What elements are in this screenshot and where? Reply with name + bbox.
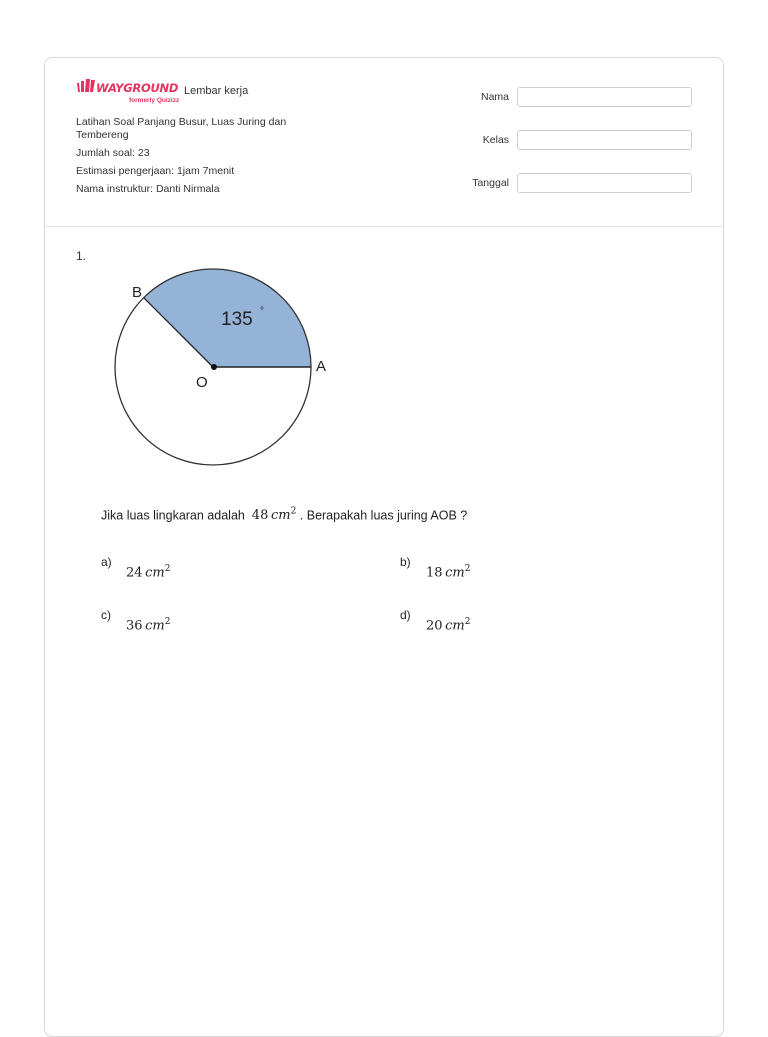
option-a-letter: a) (101, 555, 112, 569)
point-b-label: B (132, 284, 143, 301)
angle-label: 135 (221, 309, 253, 330)
question-text-before: Jika luas lingkaran adalah (101, 508, 245, 523)
class-label: Kelas (482, 134, 509, 146)
document-type: Lembar kerja (184, 85, 249, 97)
time-estimate: Estimasi pengerjaan: 1jam 7menit (76, 165, 235, 177)
date-label: Tanggal (472, 177, 509, 189)
worksheet-title: Latihan Soal Panjang Busur, Luas Juring dan Tembereng (76, 116, 287, 141)
worksheet-card (44, 57, 724, 1037)
name-field[interactable] (517, 87, 692, 107)
option-b-value[interactable]: 18 $cm^2$ (426, 564, 471, 581)
question-count: Jumlah soal: 23 (76, 147, 150, 159)
instructor-name: Nama instruktur: Danti Nirmala (76, 183, 220, 195)
question-number: 1. (76, 249, 87, 263)
option-c-value[interactable]: 36 $cm^2$ (126, 617, 171, 634)
circle-sector-figure (101, 253, 353, 475)
option-b-letter: b) (400, 555, 411, 569)
option-c-letter: c) (101, 608, 111, 622)
question-text-after: . Berapakah luas juring AOB ? (299, 508, 468, 523)
worksheet-meta (76, 116, 316, 201)
question-text (101, 507, 467, 523)
point-a-label: A (316, 358, 327, 375)
brand-wordmark: WAYGROUND (96, 81, 179, 95)
name-label: Nama (480, 91, 509, 103)
brand-subtitle: formerly Quizizz (129, 97, 180, 104)
wayground-logo-icon (76, 79, 96, 93)
question-math: 48 $cm^2$ (251, 507, 297, 524)
brand-logo (76, 79, 186, 113)
class-field[interactable] (517, 130, 692, 150)
date-field[interactable] (517, 173, 692, 193)
worksheet-header (45, 58, 723, 227)
option-d-letter: d) (400, 608, 411, 622)
option-d-value[interactable]: 20 $cm^2$ (426, 617, 471, 634)
option-a-value[interactable]: 24 $cm^2$ (126, 564, 171, 581)
center-point (211, 364, 217, 370)
degree-mark: ° (260, 306, 264, 317)
point-o-label: O (196, 374, 208, 391)
